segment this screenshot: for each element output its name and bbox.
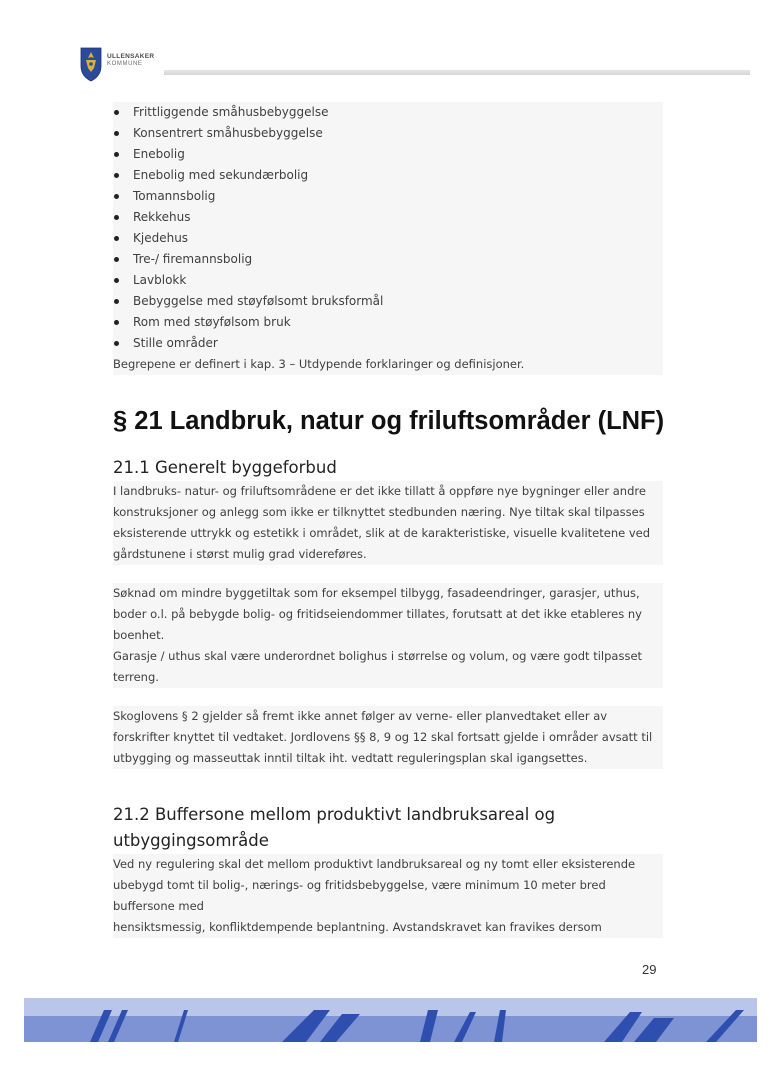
paragraph-line: utbygging og masseuttak inntil tiltak iht. vedtatt reguleringsplan skal igangsettes. (113, 748, 663, 769)
subsection-title (113, 802, 663, 854)
list-item (113, 228, 663, 249)
page-header (80, 46, 750, 86)
list-item (113, 102, 663, 123)
paragraph-line: buffersone med (113, 896, 663, 917)
section-title: § 21 Landbruk, natur og friluftsområder (LNF) (113, 407, 665, 435)
list-item (113, 165, 663, 186)
list-item-label: Kjedehus (133, 231, 189, 245)
paragraph-line: gårdstunene i størst mulig grad videreføres. (113, 544, 663, 565)
paragraph-line: Skoglovens § 2 gjelder så fremt ikke annet følger av verne- eller planvedtaket eller av (113, 706, 663, 727)
paragraph-line: konstruksjoner og anlegg som ikke er tilknyttet stedbunden næring. Nye tiltak skal tilpasses (113, 502, 663, 523)
list-item-label: Stille områder (133, 336, 218, 350)
paragraph-line: hensiktsmessig, konfliktdempende beplantning. Avstandskravet kan fravikes dersom (113, 917, 663, 938)
list-item (113, 270, 663, 291)
header-rule (164, 70, 750, 75)
paragraph (113, 481, 663, 565)
list-item (113, 207, 663, 228)
subsection-title-line: utbyggingsområde (113, 831, 269, 850)
subsection-21-1 (113, 455, 663, 769)
org-name: ULLENSAKER (107, 53, 155, 60)
paragraph (113, 646, 663, 688)
paragraph-line: boder o.l. på bebygde bolig- og fritidseiendommer tillates, forutsatt at det ikke etableres ny (113, 604, 663, 625)
bullet-dot-icon (114, 173, 119, 178)
bullet-dot-icon (114, 320, 119, 325)
list-item-label: Enebolig (133, 147, 185, 161)
list-item-label: Bebyggelse med støyfølsomt bruksformål (133, 294, 384, 308)
subsection-title-line: 21.2 Buffersone mellom produktivt landbruksareal og (113, 805, 556, 824)
bullet-dot-icon (114, 236, 119, 241)
bullet-dot-icon (114, 257, 119, 262)
bullet-dot-icon (114, 152, 119, 157)
list-item (113, 123, 663, 144)
paragraph-line: I landbruks- natur- og friluftsområdene er det ikke tillatt å oppføre nye bygninger eller andre (113, 481, 663, 502)
subsection-21-2 (113, 802, 663, 938)
paragraph-line: Garasje / uthus skal være underordnet bolighus i størrelse og volum, og være godt tilpasset (113, 646, 663, 667)
list-item-label: Frittliggende småhusbebyggelse (133, 105, 329, 119)
paragraph-line: eksisterende uttrykk og estetikk i området, slik at de karakteristiske, visuelle kvalitetene ved (113, 523, 663, 544)
list-item (113, 291, 663, 312)
paragraph (113, 854, 663, 938)
list-item (113, 186, 663, 207)
subsection-title: 21.1 Generelt byggeforbud (113, 458, 337, 477)
municipality-crest-icon (80, 46, 102, 82)
building-type-list (113, 102, 663, 354)
paragraph-line: forskrifter knyttet til vedtaket. Jordlovens §§ 8, 9 og 12 skal fortsatt gjelde i områder avsatt til (113, 727, 663, 748)
list-item-label: Konsentrert småhusbebyggelse (133, 126, 323, 140)
org-subtitle: KOMMUNE (107, 61, 143, 67)
paragraph-line: Søknad om mindre byggetiltak som for eksempel tilbygg, fasadeendringer, garasjer, uthus, (113, 583, 663, 604)
list-item-label: Rom med støyfølsom bruk (133, 315, 291, 329)
paragraph-line: boenhet. (113, 625, 663, 646)
list-item (113, 312, 663, 333)
list-item (113, 249, 663, 270)
bullet-dot-icon (114, 194, 119, 199)
list-item-label: Lavblokk (133, 273, 187, 287)
page-number: 29 (642, 962, 657, 977)
list-item-label: Enebolig med sekundærbolig (133, 168, 309, 182)
building-types-section (113, 102, 663, 375)
bullet-dot-icon (114, 299, 119, 304)
bullet-dot-icon (114, 131, 119, 136)
list-item-label: Rekkehus (133, 210, 191, 224)
bullet-dot-icon (114, 215, 119, 220)
list-item-label: Tre-/ firemannsbolig (133, 252, 253, 266)
paragraph (113, 583, 663, 646)
paragraph-line: terreng. (113, 667, 663, 688)
paragraph-line: Ved ny regulering skal det mellom produktivt landbruksareal og ny tomt eller eksisterende (113, 854, 663, 875)
list-item (113, 333, 663, 354)
paragraph-line: ubebygd tomt til bolig-, nærings- og fritidsbebyggelse, være minimum 10 meter bred (113, 875, 663, 896)
definitions-note: Begrepene er definert i kap. 3 – Utdypende forklaringer og definisjoner. (113, 357, 525, 371)
bullet-dot-icon (114, 341, 119, 346)
list-item-label: Tomannsbolig (133, 189, 216, 203)
footer-decoration (24, 992, 757, 1050)
paragraph (113, 706, 663, 769)
bullet-dot-icon (114, 110, 119, 115)
list-item (113, 144, 663, 165)
bullet-dot-icon (114, 278, 119, 283)
